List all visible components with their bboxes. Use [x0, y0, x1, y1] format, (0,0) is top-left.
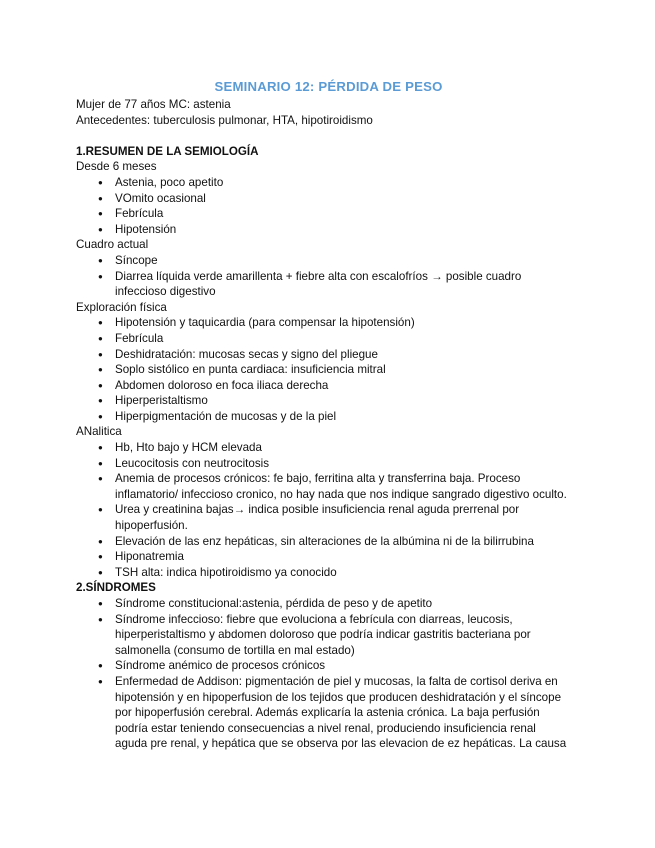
list-item: ● Febrícula: [76, 331, 581, 347]
list-item: ● Anemia de procesos crónicos: fe bajo, ferritina alta y transferrina baja. Proceso inflamatorio/ infeccioso cronico, no hay nada que nos indique sangrado digestivo oculto.: [76, 471, 581, 502]
list-item: ● Deshidratación: mucosas secas y signo del pliegue: [76, 347, 581, 363]
list-item: ● Urea y creatinina bajas→ indica posible insuficiencia renal aguda prerrenal por hipoperfusión.: [76, 502, 581, 533]
list-desde: [76, 175, 581, 237]
list-item: ● Diarrea líquida verde amarillenta + fiebre alta con escalofríos → posible cuadro infeccioso digestivo: [76, 269, 581, 300]
list-item: ● Abdomen doloroso en foca iliaca derecha: [76, 378, 581, 394]
subsection-label-exploracion: Exploración física: [76, 300, 167, 314]
list-item: ● TSH alta: indica hipotiroidismo ya conocido: [76, 565, 581, 581]
list-item: ● Síndrome anémico de procesos crónicos: [76, 658, 581, 674]
list-item: ● Leucocitosis con neutrocitosis: [76, 456, 581, 472]
list-cuadro: [76, 253, 581, 300]
list-item: ● Hipotensión: [76, 222, 581, 238]
list-item: ● Hb, Hto bajo y HCM elevada: [76, 440, 581, 456]
section-heading-semiologia: 1.RESUMEN DE LA SEMIOLOGÍA: [76, 144, 259, 158]
subsection-label-desde: Desde 6 meses: [76, 160, 157, 174]
list-item: ● Soplo sistólico en punta cardiaca: insuficiencia mitral: [76, 362, 581, 378]
list-item: ● Síndrome infeccioso: fiebre que evoluciona a febrícula con diarreas, leucosis, hiperperistaltismo y abdomen doloroso que podría indicar gastritis bacteriana por salmonella (consumo de tortilla en mal estado): [76, 612, 581, 659]
subsection-label-cuadro: Cuadro actual: [76, 238, 149, 252]
page-title: SEMINARIO 12: PÉRDIDA DE PESO: [214, 79, 443, 94]
list-item: ● Síndrome constitucional:astenia, pérdida de peso y de apetito: [76, 596, 581, 612]
list-item: ● VOmito ocasional: [76, 191, 581, 207]
spacer: [76, 128, 581, 144]
list-item: ● Elevación de las enz hepáticas, sin alteraciones de la albúmina ni de la bilirrubina: [76, 534, 581, 550]
list-item: ● Enfermedad de Addison: pigmentación de piel y mucosas, la falta de cortisol deriva en hipotensión y en hipoperfusion de los tejidos que producen deshidratación y el síncope por hipoperfusión cerebral. Además explicaría la astenia crónica. La baja perfusión podría estar teniendo consecuencias a nivel renal, produciendo insuficiencia renal aguda pre renal, y hepática que se observa por las elevacion de ez hepáticas. La causa: [76, 674, 581, 752]
list-exploracion: [76, 315, 581, 424]
document-page: [76, 78, 581, 752]
section-heading-sindromes: 2.SÍNDROMES: [76, 581, 156, 595]
patient-line: Mujer de 77 años MC: astenia: [76, 98, 231, 111]
list-item: ● Hiperpigmentación de mucosas y de la piel: [76, 409, 581, 425]
list-item: ● Hiponatremia: [76, 549, 581, 565]
list-analitica: [76, 440, 581, 580]
list-item: ● Astenia, poco apetito: [76, 175, 581, 191]
list-item: ● Hiperperistaltismo: [76, 393, 581, 409]
list-sindromes: [76, 596, 581, 752]
list-item: ● Síncope: [76, 253, 581, 269]
history-line: Antecedentes: tuberculosis pulmonar, HTA, hipotiroidismo: [76, 113, 373, 127]
list-item: ● Febrícula: [76, 206, 581, 222]
subsection-label-analitica: ANalitica: [76, 425, 122, 439]
list-item: ● Hipotensión y taquicardia (para compensar la hipotensión): [76, 315, 581, 331]
